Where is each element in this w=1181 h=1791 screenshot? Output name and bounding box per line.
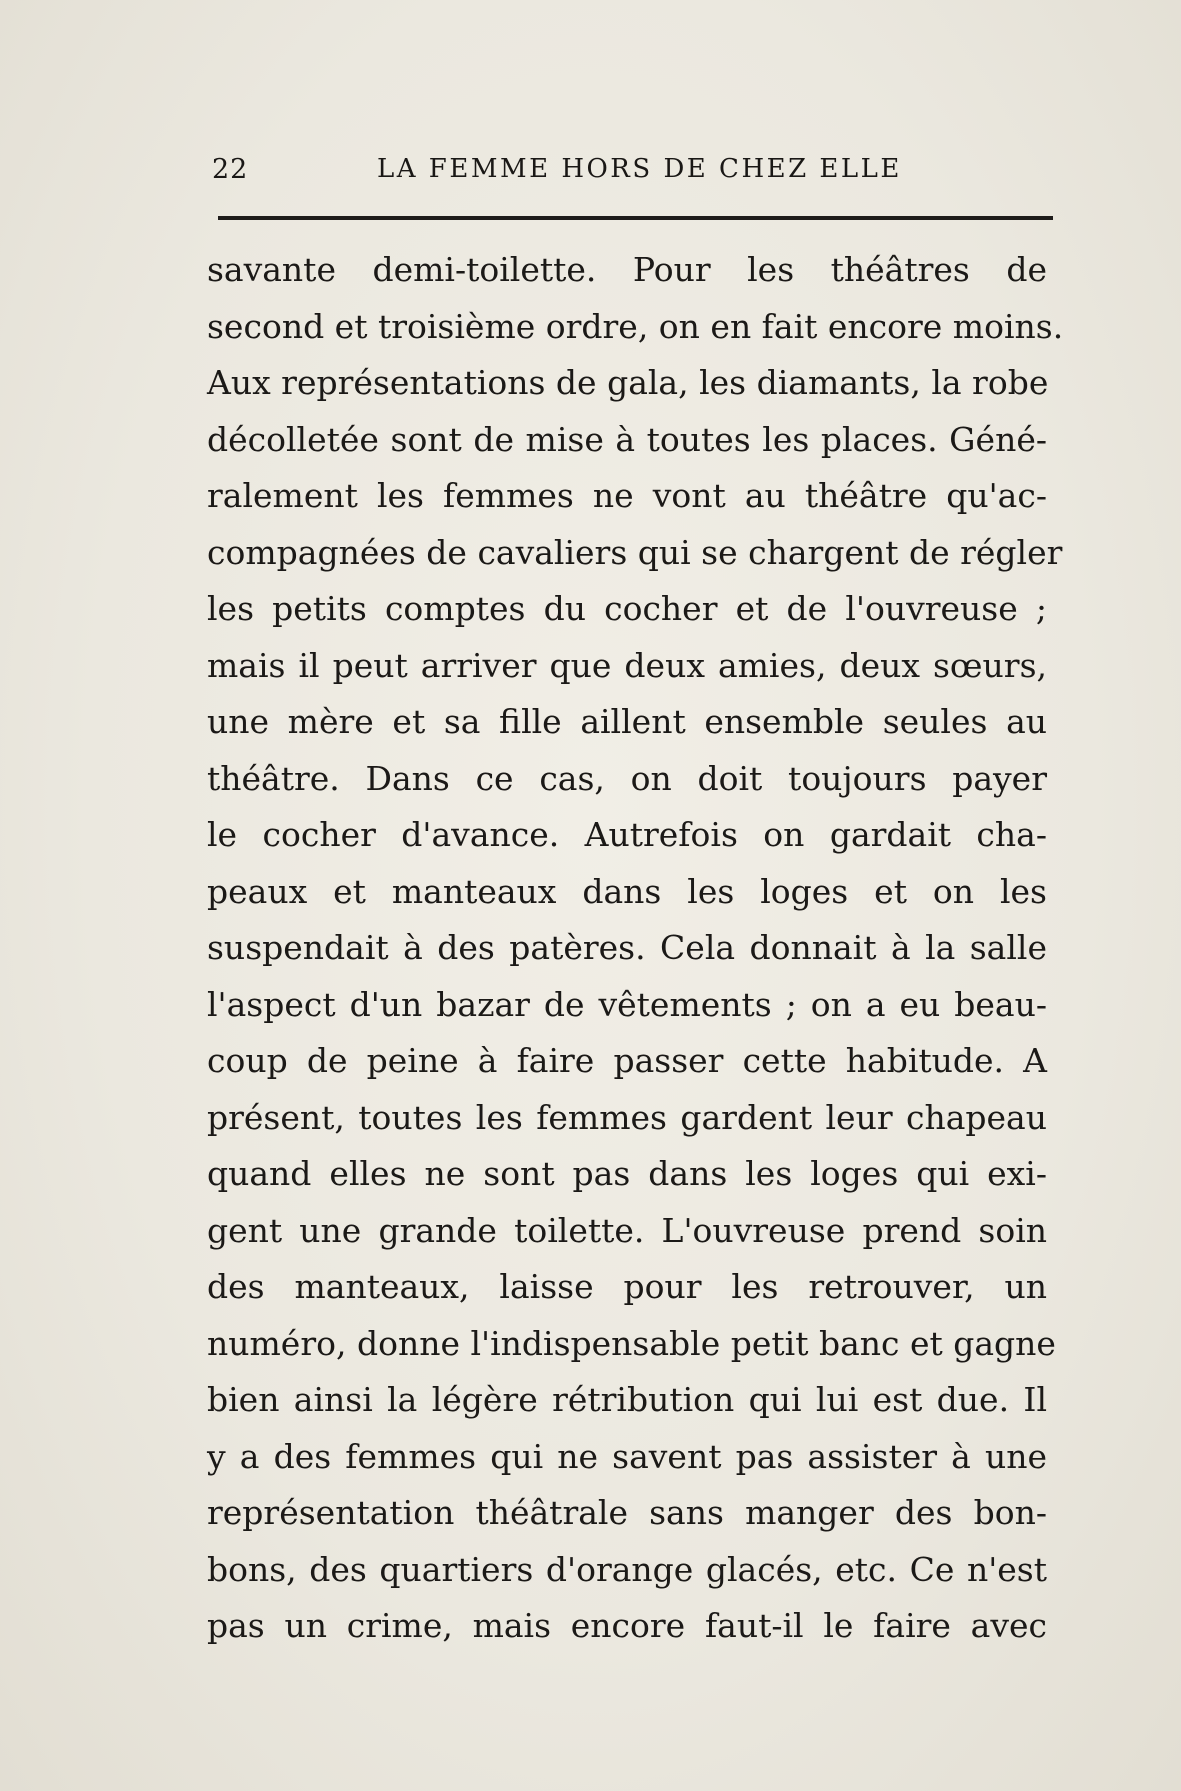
text-line: le cocher d'avance. Autrefois on gardait cha- [207, 815, 1047, 854]
page-number: 22 [212, 154, 249, 185]
text-line: l'aspect d'un bazar de vêtements ; on a eu beau- [207, 984, 1047, 1024]
text-line: une mère et sa fille aillent ensemble seules au [207, 702, 1047, 741]
header-rule [218, 216, 1053, 220]
text-line: décolletée sont de mise à toutes les places. Géné- [207, 419, 1047, 459]
text-line: gent une grande toilette. L'ouvreuse prend soin [207, 1210, 1047, 1250]
text-line: bons, des quartiers d'orange glacés, etc. Ce n'est [207, 1549, 1047, 1589]
text-line: présent, toutes les femmes gardent leur chapeau [207, 1097, 1047, 1137]
text-line: les petits comptes du cocher et de l'ouvreuse ; [207, 589, 1047, 628]
text-line: mais il peut arriver que deux amies, deux sœurs, [207, 645, 1047, 685]
text-line: numéro, donne l'indispensable petit banc et gagne [207, 1323, 1056, 1363]
text-line: compagnées de cavaliers qui se chargent de régler [207, 532, 1063, 572]
text-line: théâtre. Dans ce cas, on doit toujours payer [207, 758, 1047, 798]
text-line: savante demi-toilette. Pour les théâtres de [207, 250, 1047, 289]
text-line: pas un crime, mais encore faut-il le faire avec [207, 1606, 1047, 1645]
text-line: ralement les femmes ne vont au théâtre qu'ac- [207, 476, 1047, 515]
text-line: y a des femmes qui ne savent pas assister à une [207, 1436, 1047, 1476]
text-line: peaux et manteaux dans les loges et on les [207, 871, 1047, 911]
text-line: second et troisième ordre, on en fait encore moins. [207, 306, 1064, 346]
text-line: représentation théâtrale sans manger des bon- [207, 1493, 1047, 1532]
body-text [207, 242, 1064, 1655]
text-line: bien ainsi la légère rétribution qui lui est due. Il [207, 1380, 1047, 1419]
text-line: suspendait à des patères. Cela donnait à la salle [207, 928, 1047, 967]
text-line: quand elles ne sont pas dans les loges qui exi- [207, 1154, 1047, 1193]
text-line: des manteaux, laisse pour les retrouver, un [207, 1267, 1047, 1306]
text-line: coup de peine à faire passer cette habitude. A [207, 1041, 1047, 1080]
running-title: LA FEMME HORS DE CHEZ ELLE [377, 154, 902, 184]
page-header [212, 150, 1052, 196]
text-line: Aux représentations de gala, les diamants, la robe [207, 363, 1049, 402]
